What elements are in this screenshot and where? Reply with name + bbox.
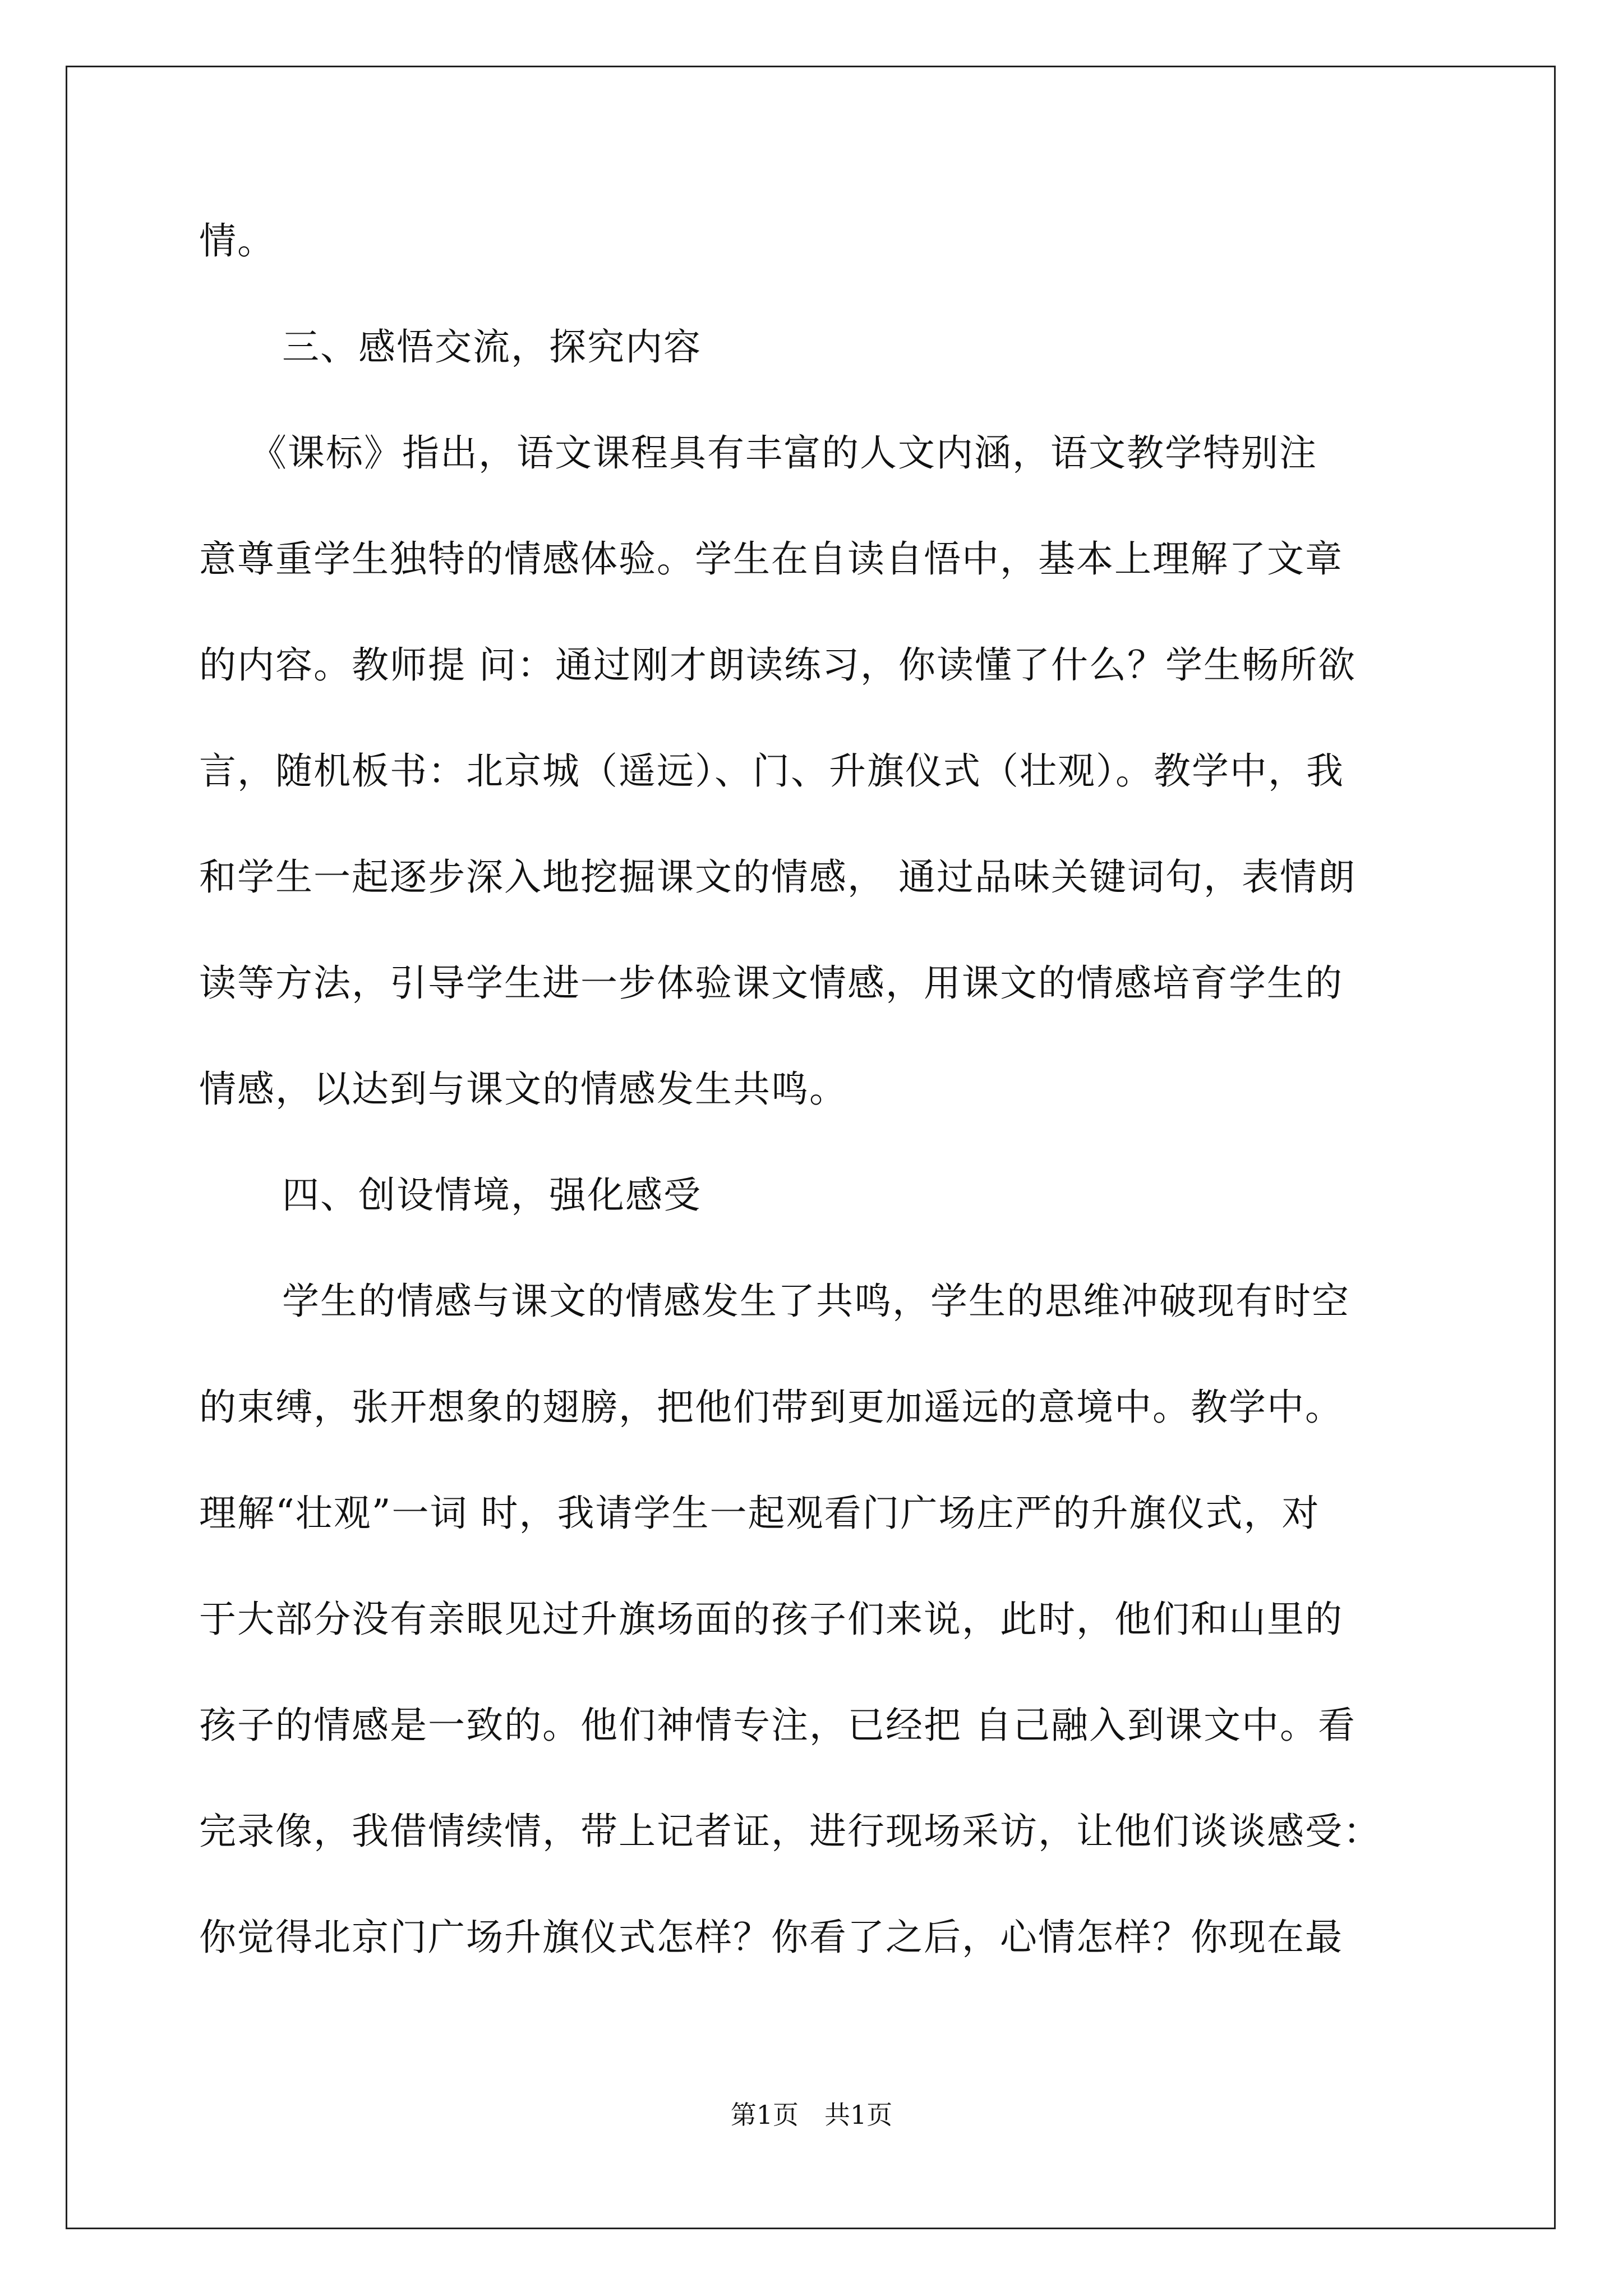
text-line: 和学生一起逐步深入地挖掘课文的情感， 通过品味关键词句，表情朗 — [199, 855, 1356, 899]
text-line: 情感，以达到与课文的情感发生共鸣。 — [199, 1068, 847, 1111]
text-line: 言，随机板书：北京城（遥远）、门、升旗仪式（壮观）。教学中，我 — [199, 749, 1344, 793]
text-line: 理解“壮观”一词 时，我请学生一起观看门广场庄严的升旗仪式，对 — [199, 1492, 1320, 1535]
text-line: 的内容。教师提 问：通过刚才朗读练习，你读懂了什么？学生畅所欲 — [199, 643, 1356, 687]
text-line: 《课标》指出，语文课程具有丰富的人文内涵，语文教学特别注 — [250, 431, 1317, 475]
text-line: 你觉得北京门广场升旗仪式怎样？你看了之后，心情怎样？你现在最 — [199, 1916, 1343, 1959]
text-line: 孩子的情感是一致的。他们神情专注，已经把 自己融入到课文中。看 — [199, 1704, 1356, 1747]
text-line: 读等方法，引导学生进一步体验课文情感，用课文的情感培育学生的 — [199, 961, 1343, 1005]
text-line: 的束缚，张开想象的翅膀，把他们带到更加遥远的意境中。教学中。 — [199, 1386, 1343, 1429]
page-border — [66, 66, 1556, 2229]
section-heading: 四、创设情境，强化感受 — [282, 1174, 702, 1217]
text-line: 情。 — [199, 219, 275, 263]
text-line: 意尊重学生独特的情感体验。学生在自读自悟中，基本上理解了文章 — [199, 537, 1343, 581]
page-number-footer: 第1页 共1页 — [730, 2100, 893, 2130]
section-heading: 三、感悟交流，探究内容 — [282, 325, 702, 369]
text-line: 于大部分没有亲眼见过升旗场面的孩子们来说，此时，他们和山里的 — [199, 1598, 1343, 1641]
text-line: 学生的情感与课文的情感发生了共鸣，学生的思维冲破现有时空 — [282, 1280, 1350, 1323]
text-line: 完录像，我借情续情，带上记者证，进行现场采访，让他们谈谈感受： — [199, 1810, 1381, 1853]
